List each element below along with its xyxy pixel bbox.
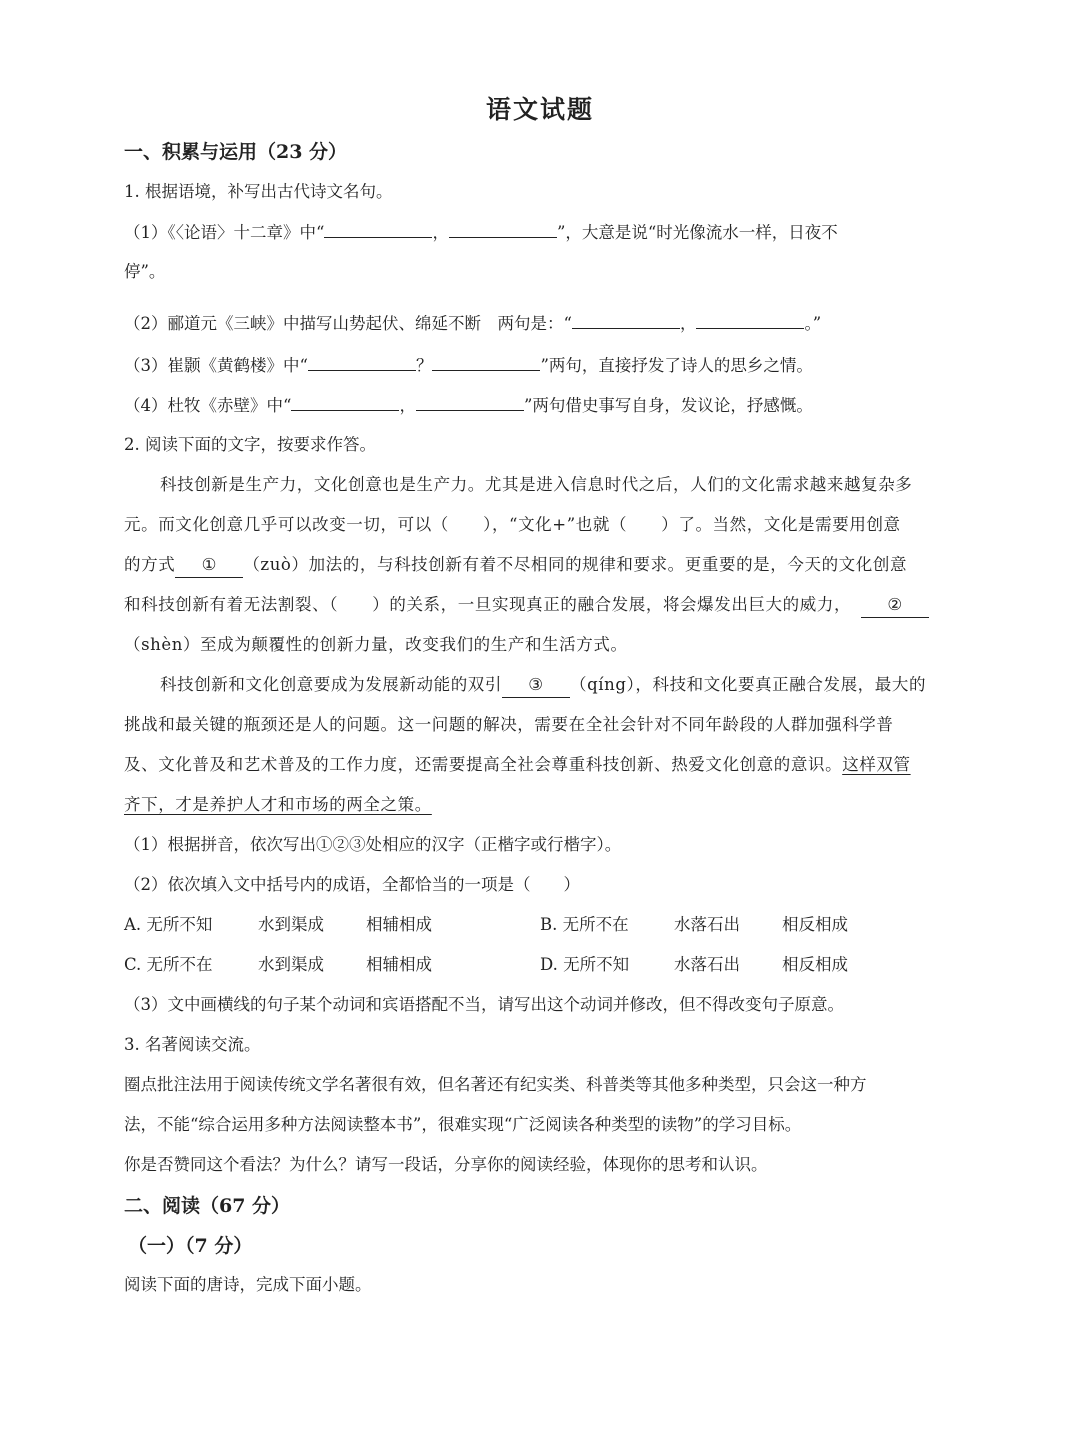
marker-2[interactable]: ② [861,593,929,618]
option-b-word2: 水落石出 [674,915,740,934]
option-text: A. 无所不知 [124,915,213,934]
option-d-word3: 相反相成 [782,955,848,974]
option-d[interactable] [540,953,629,977]
text: ？ [415,356,433,375]
question-line [124,353,813,378]
question-stem: 1. 根据语境，补写出古代诗文名句。 [124,182,393,201]
sub-question: （2）依次填入文中括号内的成语，全都恰当的一项是（ ） [124,875,580,894]
answer-blank[interactable] [449,220,557,238]
option-c-word3: 相辅相成 [366,955,432,974]
question-stem: 2. 阅读下面的文字，按要求作答。 [124,435,376,454]
marker-3[interactable]: ③ [502,673,570,698]
option-text: B. 无所不在 [540,915,629,934]
passage-line: 科技创新是生产力，文化创意也是生产力。尤其是进入信息时代之后，人们的文化需求越来越复杂多 [160,475,913,494]
text: ， [399,396,416,415]
sub-question: （3）文中画横线的句子某个动词和宾语搭配不当，请写出这个动词并修改，但不得改变句子原意。 [124,995,844,1014]
question-line [124,220,838,245]
option-text: D. 无所不知 [540,955,630,974]
option-d-word2: 水落石出 [674,955,740,974]
text: （3）崔颢《黄鹤楼》中“ [124,356,308,375]
text: （1）《〈论语〉十二章》中“ [124,223,325,242]
text: ， [432,223,449,242]
answer-blank[interactable] [291,393,399,411]
answer-blank[interactable] [696,311,804,329]
passage-line [160,673,926,698]
question-line: 停”。 [124,262,166,281]
answer-blank[interactable] [572,311,680,329]
option-b[interactable] [540,913,629,937]
passage-line [124,593,929,618]
underlined-sentence: 齐下，才是养护人才和市场的两全之策。 [124,795,432,814]
question-line: 法，不能“综合运用多种方法阅读整本书”，很难实现“广泛阅读各种类型的读物”的学习目标。 [124,1115,802,1134]
text: 的方式 [124,555,176,574]
text: 。” [804,314,822,333]
option-a[interactable] [124,913,212,937]
sub-question: （1）根据拼音，依次写出①②③处相应的汉字（正楷字或行楷字）。 [124,835,622,854]
passage-line: 挑战和最关键的瓶颈还是人的问题。这一问题的解决，需要在全社会针对不同年龄段的人群加强科学普 [124,715,894,734]
option-c-word2: 水到渠成 [258,955,324,974]
answer-blank[interactable] [324,220,432,238]
question-line [124,393,813,418]
answer-blank[interactable] [432,353,540,371]
passage-line [124,553,907,578]
text: （zuò）加法的，与科技创新有着不尽相同的规律和要求。更重要的是，今天的文化创意 [243,555,908,574]
text: 及、文化普及和艺术普及的工作力度，还需要提高全社会尊重科技创新、热爱文化创意的意识。 [124,755,843,774]
text: 和科技创新有着无法割裂、（ ）的关系，一旦实现真正的融合发展，将会爆发出巨大的威力， [124,595,852,614]
text: ”两句，直接抒发了诗人的思乡之情。 [540,356,813,375]
text: ”两句借史事写自身，发议论，抒感慨。 [523,396,813,415]
marker-1[interactable]: ① [175,553,243,578]
text: ”，大意是说“时光像流水一样，日夜不 [556,223,838,242]
section-heading: 二、阅读（67 分） [124,1195,291,1217]
answer-blank[interactable] [308,353,416,371]
question-line [124,311,821,336]
underlined-sentence: 这样双管 [842,755,911,774]
text: （2）郦道元《三峡》中描写山势起伏、绵延不断 两句是：“ [124,314,572,333]
instruction: 阅读下面的唐诗，完成下面小题。 [124,1275,372,1294]
section-heading: 一、积累与运用（23 分） [124,141,348,163]
question-line: 你是否赞同这个看法？为什么？请写一段话，分享你的阅读经验，体现你的思考和认识。 [124,1155,768,1174]
text: ， [679,314,697,333]
option-a-word3: 相辅相成 [366,915,432,934]
answer-blank[interactable] [416,393,524,411]
passage-line [124,793,432,817]
text: （4）杜牧《赤壁》中“ [124,396,292,415]
text: （qíng），科技和文化要真正融合发展，最大的 [570,675,927,694]
passage-line [124,753,911,777]
option-c[interactable] [124,953,213,977]
passage-line: 元。而文化创意几乎可以改变一切，可以（ ），“文化+”也就（ ）了。当然，文化是需要用创意 [124,515,901,534]
sub-section-heading: （一）（7 分） [128,1235,253,1257]
question-line: 圈点批注法用于阅读传统文学名著很有效，但名著还有纪实类、科普类等其他多种类型，只会这一种方 [124,1075,867,1094]
text: 科技创新和文化创意要成为发展新动能的双引 [160,675,502,694]
option-text: C. 无所不在 [124,955,213,974]
passage-line: （shèn）至成为颠覆性的创新力量，改变我们的生产和生活方式。 [124,635,628,654]
option-a-word2: 水到渠成 [258,915,324,934]
question-stem: 3. 名著阅读交流。 [124,1035,261,1054]
option-b-word3: 相反相成 [782,915,848,934]
page-title: 语文试题 [485,95,594,124]
